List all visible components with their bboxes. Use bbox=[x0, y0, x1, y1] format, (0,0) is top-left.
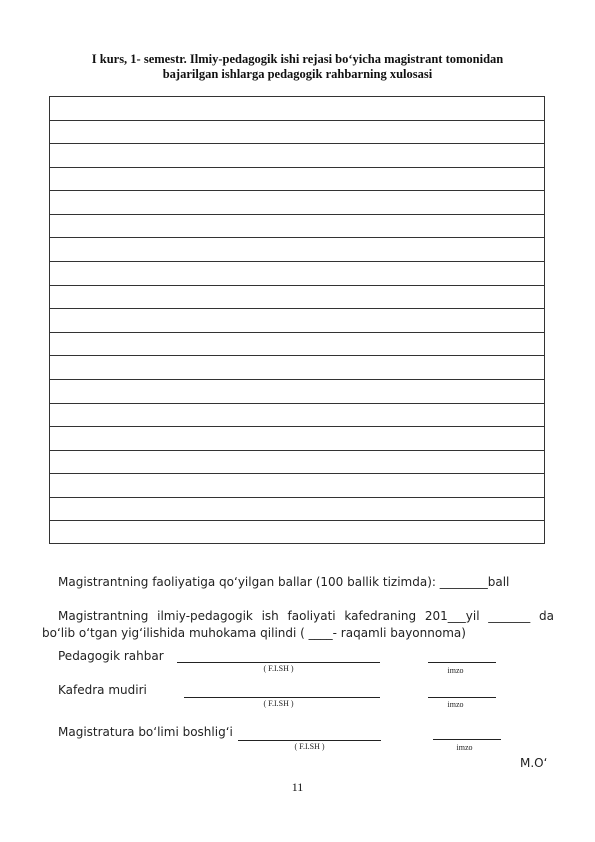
table-row[interactable] bbox=[50, 238, 544, 262]
stamp-mark: M.O‘ bbox=[520, 756, 548, 770]
table-row[interactable] bbox=[50, 191, 544, 215]
sign-caption-supervisor: imzo bbox=[447, 666, 464, 675]
title-line-1: I kurs, 1- semestr. Ilmiy-pedagogik ishi rejasi bo‘yicha magistrant tomonidan bbox=[91, 52, 504, 66]
signature-label-head: Kafedra mudiri bbox=[58, 683, 147, 697]
name-line-supervisor[interactable] bbox=[177, 662, 380, 663]
name-line-head[interactable] bbox=[184, 697, 380, 698]
name-caption-department: ( F.I.SH ) bbox=[294, 742, 325, 751]
table-row[interactable] bbox=[50, 309, 544, 333]
table-row[interactable] bbox=[50, 521, 544, 545]
table-row[interactable] bbox=[50, 121, 544, 145]
discussion-line-1: Magistrantning ilmiy-pedagogik ish faoliyati kafedraning 201___yil _______ da bbox=[58, 609, 554, 623]
table-row[interactable] bbox=[50, 498, 544, 522]
table-row[interactable] bbox=[50, 215, 544, 239]
sign-line-department[interactable] bbox=[433, 739, 501, 740]
table-row[interactable] bbox=[50, 451, 544, 475]
table-row[interactable] bbox=[50, 262, 544, 286]
table-row[interactable] bbox=[50, 427, 544, 451]
table-row[interactable] bbox=[50, 286, 544, 310]
signature-label-supervisor: Pedagogik rahbar bbox=[58, 649, 164, 663]
table-row[interactable] bbox=[50, 168, 544, 192]
page-number: 11 bbox=[291, 780, 304, 794]
name-line-department[interactable] bbox=[238, 740, 381, 741]
table-row[interactable] bbox=[50, 404, 544, 428]
name-caption-supervisor: ( F.I.SH ) bbox=[263, 664, 294, 673]
scores-line: Magistrantning faoliyatiga qo‘yilgan ballar (100 ballik tizimda): ________ball bbox=[58, 575, 510, 589]
sign-caption-head: imzo bbox=[447, 700, 464, 709]
table-row[interactable] bbox=[50, 333, 544, 357]
table-row[interactable] bbox=[50, 380, 544, 404]
discussion-line-2: bo‘lib o‘tgan yig‘ilishida muhokama qilindi ( ____- raqamli bayonnoma) bbox=[42, 626, 466, 640]
name-caption-head: ( F.I.SH ) bbox=[263, 699, 294, 708]
conclusion-table bbox=[49, 96, 545, 544]
sign-caption-department: imzo bbox=[456, 743, 473, 752]
title-line-2: bajarilgan ishlarga pedagogik rahbarning xulosasi bbox=[162, 67, 433, 81]
table-row[interactable] bbox=[50, 97, 544, 121]
signature-label-department: Magistratura bo‘limi boshlig‘i bbox=[58, 725, 233, 739]
table-row[interactable] bbox=[50, 144, 544, 168]
page-title bbox=[40, 52, 555, 82]
table-row[interactable] bbox=[50, 356, 544, 380]
sign-line-supervisor[interactable] bbox=[428, 662, 496, 663]
table-row[interactable] bbox=[50, 474, 544, 498]
sign-line-head[interactable] bbox=[428, 697, 496, 698]
